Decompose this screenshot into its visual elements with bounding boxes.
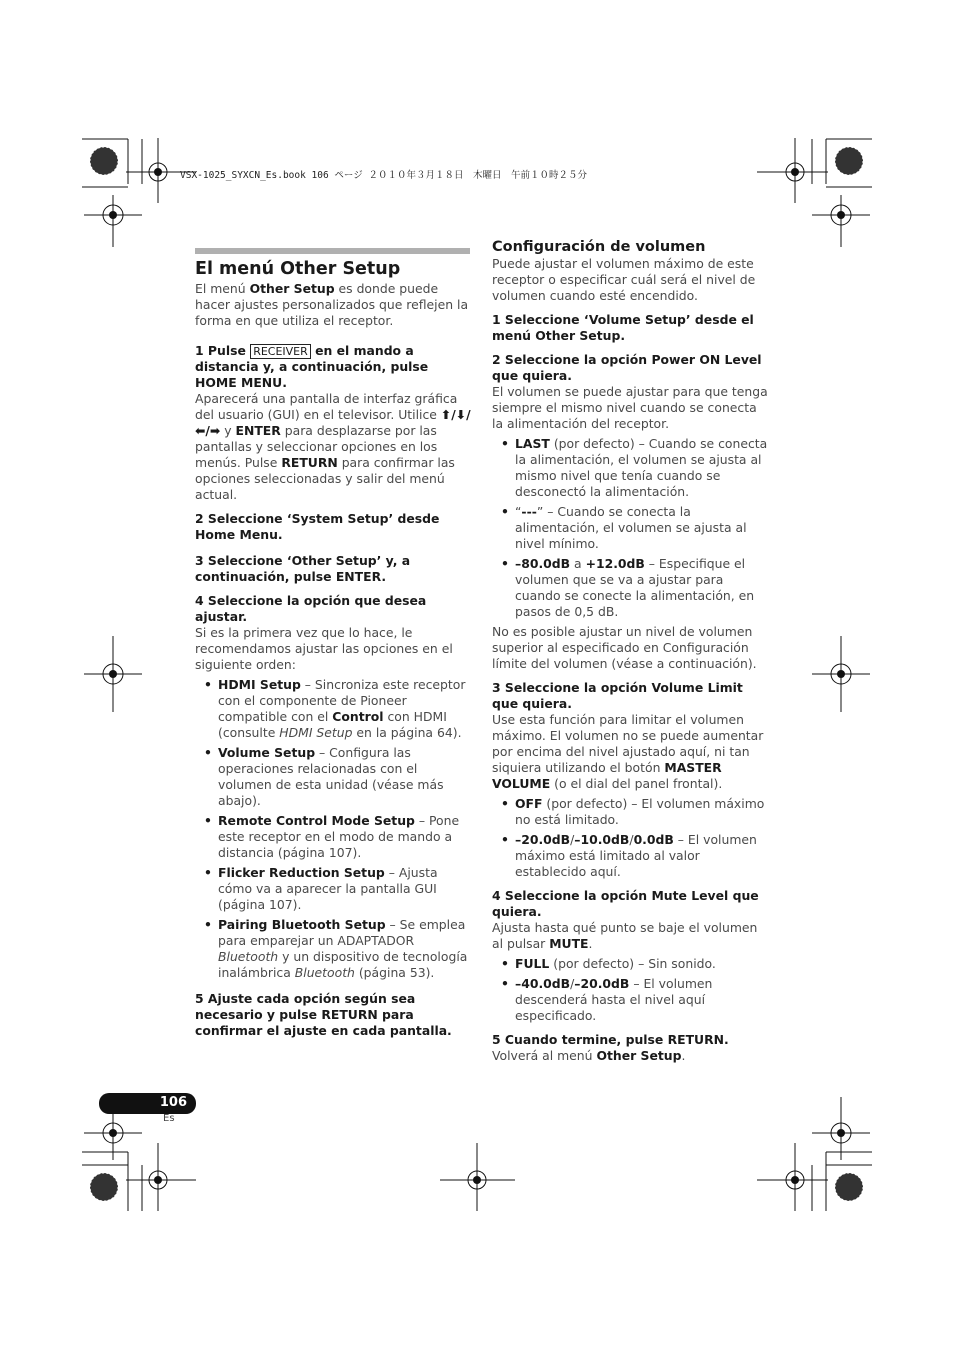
step-5-body: Volverá al menú Other Setup. xyxy=(492,1048,686,1063)
list-item: • FULL (por defecto) – Sin sonido. xyxy=(492,956,768,972)
page-number: 106 xyxy=(159,1095,187,1110)
step-5: 5 Ajuste cada opción según sea necesario y pulse RETURN para confirmar el ajuste en cada pantalla. xyxy=(195,991,452,1038)
receiver-key: RECEIVER xyxy=(250,344,311,359)
step-4: 4 Seleccione la opción Mute Level que quiera. xyxy=(492,888,759,919)
step-1: 1 Seleccione ‘Volume Setup’ desde el menú Other Setup. xyxy=(492,312,754,343)
step-3: 3 Seleccione ‘Other Setup’ y, a continuación, pulse ENTER. xyxy=(195,553,411,584)
step-2-note: No es posible ajustar un nivel de volumen superior al especificado en Configuración límite del volumen (véase a continuación). xyxy=(492,624,757,671)
list-item: • –20.0dB/–10.0dB/0.0dB – El volumen máximo está limitado al valor establecido aquí. xyxy=(492,832,768,880)
file-header: VSX-1025_SYXCN_Es.book 106 ページ ２０１０年３月１８日 木曜日 午前１０時２５分 xyxy=(180,170,587,181)
list-item: • Pairing Bluetooth Setup – Se emplea para emparejar un ADAPTADOR Bluetooth y un dispositivo de tecnología inalámbrica Bluetooth (página 53). xyxy=(195,917,471,981)
step-1-body: Aparecerá una pantalla de interfaz gráfica del usuario (GUI) en el televisor. Utilice ⬆/⬇/⬅/➡ y ENTER para desplazarse por las pantallas y seleccionar opciones en los menús. Pulse RETURN para confirmar las opciones seleccionadas y salir del menú actual. xyxy=(195,391,471,502)
step-2-body: El volumen se puede ajustar para que tenga siempre el mismo nivel cuando se conecta la alimentación del receptor. xyxy=(492,384,768,431)
intro-paragraph: El menú Other Setup es donde puede hacer ajustes personalizados que reflejen la forma en que utiliza el receptor. xyxy=(195,281,469,328)
step-2: 2 Seleccione ‘System Setup’ desde Home Menu. xyxy=(195,511,440,542)
step-2: 2 Seleccione la opción Power ON Level que quiera. xyxy=(492,352,762,383)
list-item: • “---” – Cuando se conecta la alimentación, el volumen se ajusta al nivel mínimo. xyxy=(492,504,768,552)
step-3: 3 Seleccione la opción Volume Limit que quiera. xyxy=(492,680,743,711)
intro-paragraph: Puede ajustar el volumen máximo de este receptor o especificar cuál será el nivel de volumen cuando esté encendido. xyxy=(492,256,756,303)
arrow-keys-icon: ⬆/⬇/⬅/➡ xyxy=(195,407,471,438)
list-item: • LAST (por defecto) – Cuando se conecta la alimentación, el volumen se ajusta al mismo nivel que tenía cuando se desconectó la alimentación. xyxy=(492,436,768,500)
section-bar xyxy=(195,248,470,254)
step-5: 5 Cuando termine, pulse RETURN. xyxy=(492,1032,729,1047)
list-item: • –40.0dB/–20.0dB – El volumen descenderá hasta el nivel aquí especificado. xyxy=(492,976,768,1024)
section-title: El menú Other Setup xyxy=(195,259,401,279)
page-language: Es xyxy=(163,1113,175,1124)
list-item: • Remote Control Mode Setup – Pone este receptor en el modo de mando a distancia (página 107). xyxy=(195,813,471,861)
step-4-body: Ajusta hasta qué punto se baje el volumen al pulsar MUTE. xyxy=(492,920,758,951)
right-column xyxy=(492,238,768,1064)
step-3-body: Use esta función para limitar el volumen máximo. El volumen no se puede aumentar por encima del nivel ajustado aquí, ni tan siquiera utilizando el botón MASTER VOLUME (o el dial del panel frontal). xyxy=(492,712,764,791)
step-1: 1 Pulse RECEIVER en el mando a distancia y, a continuación, pulse HOME MENU. xyxy=(195,343,429,390)
list-item: • Flicker Reduction Setup – Ajusta cómo va a aparecer la pantalla GUI (página 107). xyxy=(195,865,471,913)
list-item: • Volume Setup – Configura las operaciones relacionadas con el volumen de esta unidad (véase más abajo). xyxy=(195,745,471,809)
list-item: • HDMI Setup – Sincroniza este receptor con el componente de Pioneer compatible con el Control con HDMI (consulte HDMI Setup en la página 64). xyxy=(195,677,471,741)
subsection-title: Configuración de volumen xyxy=(492,239,706,255)
step-4-body: Si es la primera vez que lo hace, le recomendamos ajustar las opciones en el siguiente orden: xyxy=(195,625,453,672)
list-item: • OFF (por defecto) – El volumen máximo no está limitado. xyxy=(492,796,768,828)
step-4: 4 Seleccione la opción que desea ajustar. xyxy=(195,593,427,624)
list-item: • –80.0dB a +12.0dB – Especifique el volumen que se va a ajustar para cuando se conecte la alimentación, en pasos de 0,5 dB. xyxy=(492,556,768,620)
left-column xyxy=(195,258,471,1039)
